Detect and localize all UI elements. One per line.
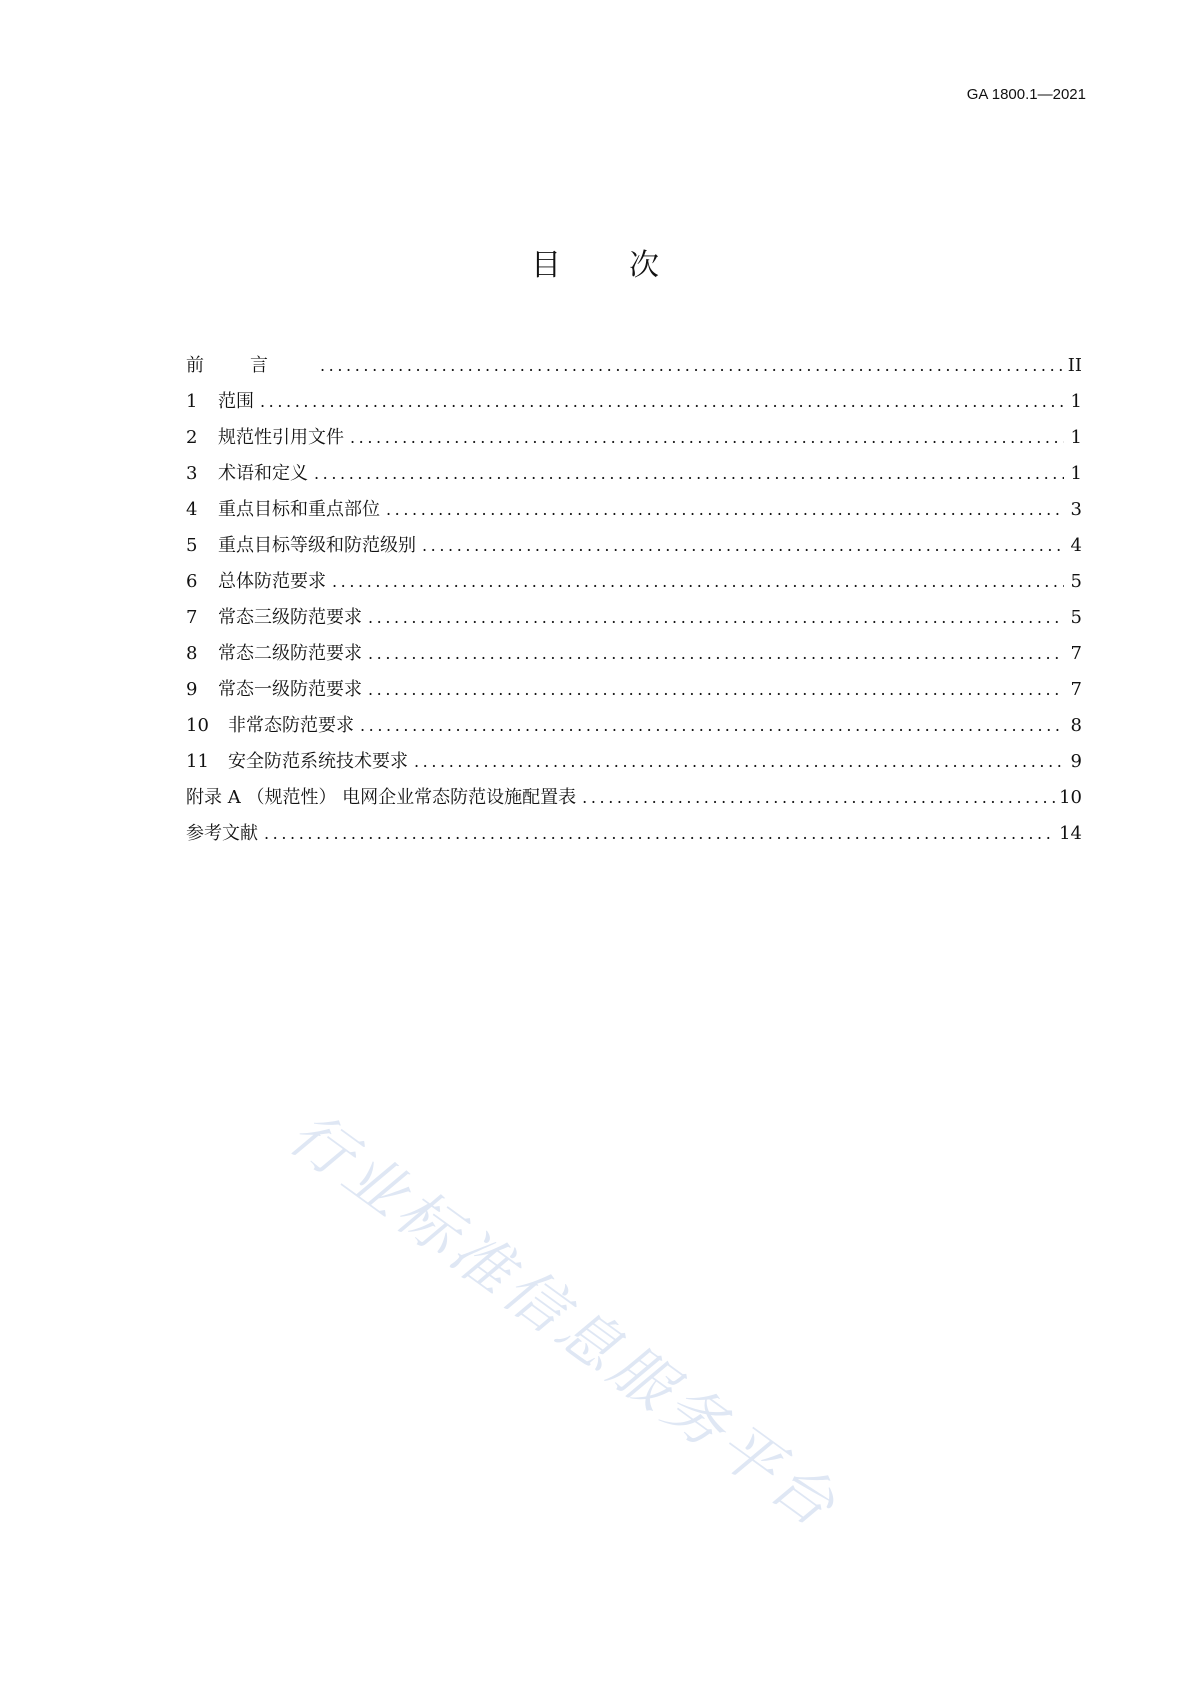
toc-entry-page: 1	[1070, 427, 1082, 448]
toc-entry[interactable]	[186, 567, 1082, 603]
toc-entry-page: 7	[1070, 679, 1082, 700]
toc-entry-label: 常态三级防范要求	[218, 607, 362, 628]
page-title	[0, 240, 1190, 284]
toc-entry-label: 附录 A （规范性） 电网企业常态防范设施配置表	[186, 787, 577, 808]
toc-entry-foreword[interactable]	[186, 351, 1082, 387]
toc-entry-number: 10	[186, 715, 209, 736]
toc-entry[interactable]	[186, 639, 1082, 675]
toc-entry-label: 范围	[218, 391, 254, 412]
toc-entry-label: 规范性引用文件	[218, 427, 344, 448]
toc-entry-label: 常态一级防范要求	[218, 679, 362, 700]
toc-entry-number: 2	[186, 427, 198, 448]
toc-leader-dots	[368, 680, 1064, 699]
toc-entry-page: 5	[1070, 571, 1082, 592]
toc-entry[interactable]	[186, 531, 1082, 567]
toc-leader-dots	[332, 572, 1064, 591]
title-char-left: 目	[531, 248, 561, 283]
toc-leader-dots	[360, 716, 1064, 735]
toc-entry-label: 常态二级防范要求	[218, 643, 362, 664]
toc-entry[interactable]	[186, 387, 1082, 423]
toc-entry-page: II	[1067, 355, 1082, 376]
toc-leader-dots	[368, 644, 1064, 663]
toc-entry-page: 4	[1070, 535, 1082, 556]
toc-leader-dots	[386, 500, 1064, 519]
toc-entry-label: 重点目标和重点部位	[218, 499, 380, 520]
toc-entry-number: 6	[186, 571, 198, 592]
toc-entry-label: 前言	[186, 355, 314, 376]
toc-entry-number: 3	[186, 463, 198, 484]
toc-entry-page: 1	[1070, 463, 1082, 484]
standard-code: GA 1800.1—2021	[966, 86, 1086, 103]
toc-entry-label: 非常态防范要求	[228, 715, 354, 736]
toc-entry-page: 3	[1070, 499, 1082, 520]
toc-entry[interactable]	[186, 459, 1082, 495]
toc-leader-dots	[368, 608, 1064, 627]
toc-entry-number: 7	[186, 607, 198, 628]
toc-entry[interactable]	[186, 423, 1082, 459]
toc-entry-page: 7	[1070, 643, 1082, 664]
toc-leader-dots	[414, 752, 1064, 771]
toc-entry[interactable]	[186, 711, 1082, 747]
toc-entry-label: 参考文献	[186, 823, 258, 844]
toc-entry-label: 总体防范要求	[218, 571, 326, 592]
toc-leader-dots	[260, 392, 1064, 411]
toc-entry-number: 11	[186, 751, 209, 772]
toc-leader-dots	[582, 788, 1055, 807]
toc-leader-dots	[350, 428, 1064, 447]
toc-entry-number: 9	[186, 679, 198, 700]
toc-leader-dots	[320, 356, 1064, 375]
toc-entry[interactable]	[186, 603, 1082, 639]
toc-entry-page: 9	[1070, 751, 1082, 772]
toc-entry-appendix-a[interactable]	[186, 783, 1082, 819]
toc-entry-label: 安全防范系统技术要求	[228, 751, 408, 772]
toc-entry-page: 1	[1070, 391, 1082, 412]
toc-entry-page: 8	[1070, 715, 1082, 736]
toc-entry-page: 14	[1059, 823, 1082, 844]
toc-entry-number: 4	[186, 499, 198, 520]
toc-entry-page: 5	[1070, 607, 1082, 628]
toc-entry[interactable]	[186, 747, 1082, 783]
toc-entry-page: 10	[1059, 787, 1082, 808]
watermark: 行业标准信息服务平台	[276, 1098, 852, 1544]
toc-leader-dots	[314, 464, 1064, 483]
toc-entry[interactable]	[186, 495, 1082, 531]
toc-entry-label: 重点目标等级和防范级别	[218, 535, 416, 556]
toc-entry-label: 术语和定义	[218, 463, 308, 484]
toc-entry-number: 5	[186, 535, 198, 556]
toc-entry-number: 8	[186, 643, 198, 664]
toc-entry[interactable]	[186, 675, 1082, 711]
title-char-right: 次	[629, 248, 659, 283]
toc-entry-bibliography[interactable]	[186, 819, 1082, 855]
toc-leader-dots	[422, 536, 1064, 555]
toc-entry-number: 1	[186, 391, 198, 412]
table-of-contents	[186, 351, 1082, 855]
toc-leader-dots	[264, 824, 1055, 843]
